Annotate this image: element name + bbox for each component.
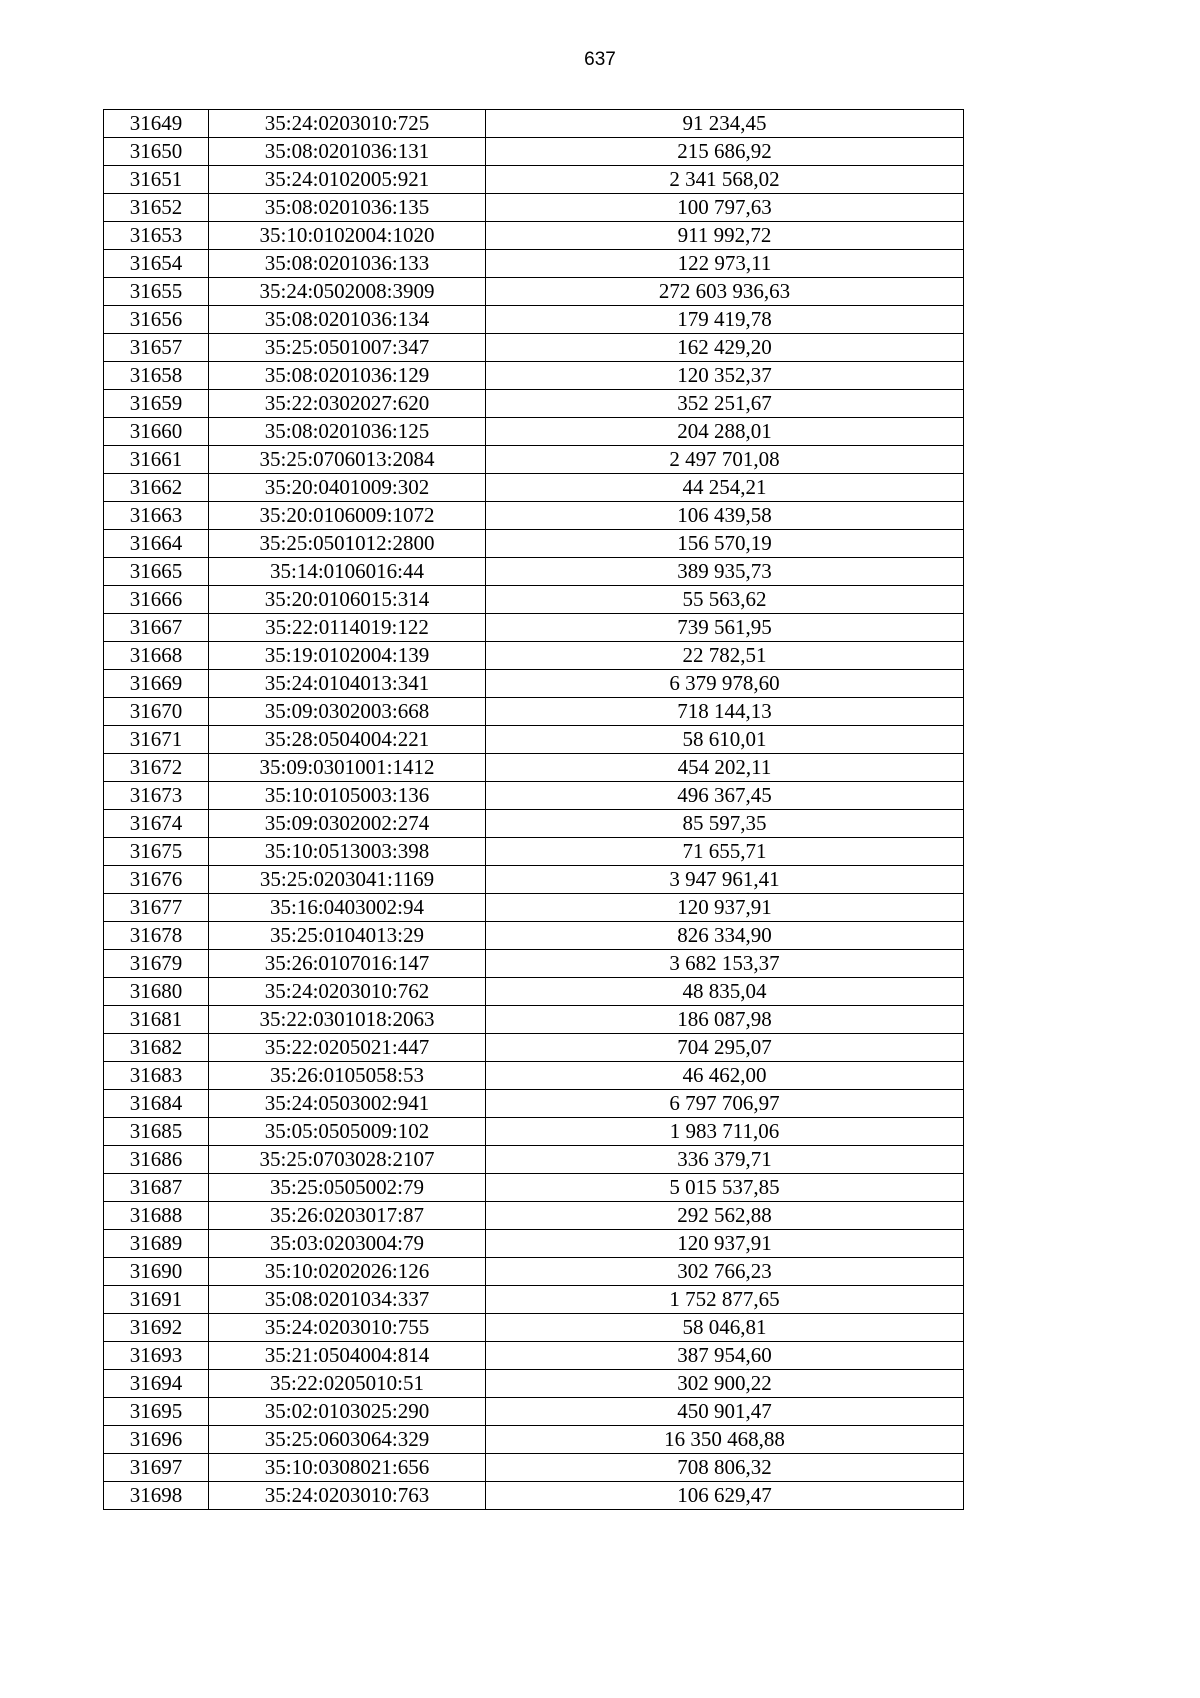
cadastral-value-cell: 911 992,72 <box>486 222 964 250</box>
cadastral-number-cell: 35:08:0201036:129 <box>209 362 486 390</box>
row-number-cell: 31668 <box>104 642 209 670</box>
row-number-cell: 31693 <box>104 1342 209 1370</box>
cadastral-number-cell: 35:25:0703028:2107 <box>209 1146 486 1174</box>
cadastral-number-cell: 35:22:0205021:447 <box>209 1034 486 1062</box>
table-row <box>104 530 964 558</box>
cadastral-value-cell: 387 954,60 <box>486 1342 964 1370</box>
row-number-cell: 31657 <box>104 334 209 362</box>
cadastral-number-cell: 35:24:0104013:341 <box>209 670 486 698</box>
cadastral-number-cell: 35:16:0403002:94 <box>209 894 486 922</box>
table-row <box>104 250 964 278</box>
cadastral-value-cell: 215 686,92 <box>486 138 964 166</box>
cadastral-number-cell: 35:08:0201036:125 <box>209 418 486 446</box>
row-number-cell: 31656 <box>104 306 209 334</box>
table-row <box>104 642 964 670</box>
row-number-cell: 31650 <box>104 138 209 166</box>
row-number-cell: 31672 <box>104 754 209 782</box>
table-row <box>104 362 964 390</box>
row-number-cell: 31653 <box>104 222 209 250</box>
table-row <box>104 418 964 446</box>
cadastral-value-cell: 71 655,71 <box>486 838 964 866</box>
cadastral-number-cell: 35:24:0102005:921 <box>209 166 486 194</box>
cadastral-number-cell: 35:25:0505002:79 <box>209 1174 486 1202</box>
cadastral-value-cell: 85 597,35 <box>486 810 964 838</box>
cadastral-number-cell: 35:09:0302002:274 <box>209 810 486 838</box>
row-number-cell: 31676 <box>104 866 209 894</box>
row-number-cell: 31654 <box>104 250 209 278</box>
cadastral-value-cell: 5 015 537,85 <box>486 1174 964 1202</box>
cadastral-value-cell: 91 234,45 <box>486 110 964 138</box>
cadastral-number-cell: 35:08:0201036:131 <box>209 138 486 166</box>
row-number-cell: 31689 <box>104 1230 209 1258</box>
cadastral-number-cell: 35:09:0302003:668 <box>209 698 486 726</box>
cadastral-number-cell: 35:10:0513003:398 <box>209 838 486 866</box>
cadastral-value-cell: 708 806,32 <box>486 1454 964 1482</box>
cadastral-number-cell: 35:24:0503002:941 <box>209 1090 486 1118</box>
cadastral-value-cell: 179 419,78 <box>486 306 964 334</box>
table-row <box>104 1202 964 1230</box>
cadastral-number-cell: 35:08:0201034:337 <box>209 1286 486 1314</box>
table-row <box>104 614 964 642</box>
table-row <box>104 558 964 586</box>
table-row <box>104 1090 964 1118</box>
cadastral-value-cell: 704 295,07 <box>486 1034 964 1062</box>
table-row <box>104 726 964 754</box>
table-row <box>104 1006 964 1034</box>
row-number-cell: 31671 <box>104 726 209 754</box>
cadastral-number-cell: 35:22:0114019:122 <box>209 614 486 642</box>
cadastral-number-cell: 35:26:0203017:87 <box>209 1202 486 1230</box>
table-row <box>104 1454 964 1482</box>
row-number-cell: 31660 <box>104 418 209 446</box>
cadastral-value-cell: 302 766,23 <box>486 1258 964 1286</box>
cadastral-number-cell: 35:25:0501012:2800 <box>209 530 486 558</box>
cadastral-number-cell: 35:24:0203010:763 <box>209 1482 486 1510</box>
row-number-cell: 31655 <box>104 278 209 306</box>
cadastral-number-cell: 35:22:0301018:2063 <box>209 1006 486 1034</box>
cadastral-number-cell: 35:25:0501007:347 <box>209 334 486 362</box>
table-row <box>104 1062 964 1090</box>
cadastral-value-cell: 739 561,95 <box>486 614 964 642</box>
cadastral-value-cell: 3 682 153,37 <box>486 950 964 978</box>
cadastral-number-cell: 35:22:0302027:620 <box>209 390 486 418</box>
table-row <box>104 390 964 418</box>
row-number-cell: 31695 <box>104 1398 209 1426</box>
table-row <box>104 334 964 362</box>
row-number-cell: 31664 <box>104 530 209 558</box>
cadastral-number-cell: 35:26:0105058:53 <box>209 1062 486 1090</box>
table-row <box>104 306 964 334</box>
table-row <box>104 670 964 698</box>
row-number-cell: 31679 <box>104 950 209 978</box>
cadastral-value-cell: 120 937,91 <box>486 1230 964 1258</box>
cadastral-value-cell: 302 900,22 <box>486 1370 964 1398</box>
cadastral-value-cell: 6 379 978,60 <box>486 670 964 698</box>
cadastral-number-cell: 35:19:0102004:139 <box>209 642 486 670</box>
cadastral-value-cell: 389 935,73 <box>486 558 964 586</box>
cadastral-value-cell: 120 352,37 <box>486 362 964 390</box>
table-row <box>104 950 964 978</box>
cadastral-number-cell: 35:22:0205010:51 <box>209 1370 486 1398</box>
cadastral-value-cell: 718 144,13 <box>486 698 964 726</box>
table-row <box>104 978 964 1006</box>
cadastral-value-cell: 2 341 568,02 <box>486 166 964 194</box>
cadastral-number-cell: 35:02:0103025:290 <box>209 1398 486 1426</box>
cadastral-value-cell: 100 797,63 <box>486 194 964 222</box>
cadastral-number-cell: 35:21:0504004:814 <box>209 1342 486 1370</box>
cadastral-number-cell: 35:20:0106015:314 <box>209 586 486 614</box>
row-number-cell: 31663 <box>104 502 209 530</box>
row-number-cell: 31680 <box>104 978 209 1006</box>
cadastral-number-cell: 35:03:0203004:79 <box>209 1230 486 1258</box>
table-row <box>104 278 964 306</box>
row-number-cell: 31666 <box>104 586 209 614</box>
cadastral-number-cell: 35:25:0104013:29 <box>209 922 486 950</box>
cadastral-number-cell: 35:24:0203010:755 <box>209 1314 486 1342</box>
cadastral-value-cell: 48 835,04 <box>486 978 964 1006</box>
cadastral-number-cell: 35:14:0106016:44 <box>209 558 486 586</box>
cadastral-number-cell: 35:05:0505009:102 <box>209 1118 486 1146</box>
cadastral-number-cell: 35:10:0102004:1020 <box>209 222 486 250</box>
table-row <box>104 1146 964 1174</box>
cadastral-value-cell: 58 610,01 <box>486 726 964 754</box>
cadastral-value-cell: 186 087,98 <box>486 1006 964 1034</box>
table-row <box>104 474 964 502</box>
page-number: 637 <box>584 49 616 70</box>
cadastral-value-cell: 1 983 711,06 <box>486 1118 964 1146</box>
cadastral-number-cell: 35:24:0502008:3909 <box>209 278 486 306</box>
table-row <box>104 110 964 138</box>
row-number-cell: 31697 <box>104 1454 209 1482</box>
cadastral-number-cell: 35:25:0603064:329 <box>209 1426 486 1454</box>
cadastral-value-cell: 292 562,88 <box>486 1202 964 1230</box>
row-number-cell: 31649 <box>104 110 209 138</box>
cadastral-value-cell: 826 334,90 <box>486 922 964 950</box>
row-number-cell: 31678 <box>104 922 209 950</box>
cadastral-value-cell: 6 797 706,97 <box>486 1090 964 1118</box>
cadastral-number-cell: 35:24:0203010:725 <box>209 110 486 138</box>
row-number-cell: 31669 <box>104 670 209 698</box>
table-row <box>104 1370 964 1398</box>
table-row <box>104 1258 964 1286</box>
table-row <box>104 502 964 530</box>
row-number-cell: 31661 <box>104 446 209 474</box>
cadastral-value-cell: 120 937,91 <box>486 894 964 922</box>
row-number-cell: 31682 <box>104 1034 209 1062</box>
table-row <box>104 166 964 194</box>
table-row <box>104 698 964 726</box>
table-row <box>104 194 964 222</box>
cadastral-value-cell: 122 973,11 <box>486 250 964 278</box>
cadastral-number-cell: 35:25:0203041:1169 <box>209 866 486 894</box>
table-row <box>104 1398 964 1426</box>
table-row <box>104 838 964 866</box>
cadastral-value-cell: 336 379,71 <box>486 1146 964 1174</box>
table-body <box>104 110 964 1510</box>
row-number-cell: 31675 <box>104 838 209 866</box>
row-number-cell: 31694 <box>104 1370 209 1398</box>
table-row <box>104 1342 964 1370</box>
cadastral-number-cell: 35:10:0105003:136 <box>209 782 486 810</box>
row-number-cell: 31667 <box>104 614 209 642</box>
table-row <box>104 810 964 838</box>
table-row <box>104 138 964 166</box>
cadastral-number-cell: 35:20:0401009:302 <box>209 474 486 502</box>
table-row <box>104 922 964 950</box>
cadastral-number-cell: 35:25:0706013:2084 <box>209 446 486 474</box>
row-number-cell: 31659 <box>104 390 209 418</box>
cadastral-value-cell: 44 254,21 <box>486 474 964 502</box>
cadastral-value-cell: 16 350 468,88 <box>486 1426 964 1454</box>
cadastral-number-cell: 35:08:0201036:133 <box>209 250 486 278</box>
table-row <box>104 754 964 782</box>
row-number-cell: 31681 <box>104 1006 209 1034</box>
row-number-cell: 31684 <box>104 1090 209 1118</box>
cadastral-number-cell: 35:08:0201036:134 <box>209 306 486 334</box>
table-row <box>104 782 964 810</box>
table-row <box>104 894 964 922</box>
cadastral-value-cell: 3 947 961,41 <box>486 866 964 894</box>
row-number-cell: 31652 <box>104 194 209 222</box>
cadastral-value-cell: 106 629,47 <box>486 1482 964 1510</box>
cadastral-value-cell: 162 429,20 <box>486 334 964 362</box>
cadastral-number-cell: 35:26:0107016:147 <box>209 950 486 978</box>
table-row <box>104 446 964 474</box>
row-number-cell: 31651 <box>104 166 209 194</box>
row-number-cell: 31698 <box>104 1482 209 1510</box>
cadastral-number-cell: 35:24:0203010:762 <box>209 978 486 1006</box>
row-number-cell: 31685 <box>104 1118 209 1146</box>
cadastral-value-cell: 204 288,01 <box>486 418 964 446</box>
row-number-cell: 31665 <box>104 558 209 586</box>
row-number-cell: 31692 <box>104 1314 209 1342</box>
table-row <box>104 1426 964 1454</box>
cadastral-number-cell: 35:28:0504004:221 <box>209 726 486 754</box>
cadastral-value-cell: 106 439,58 <box>486 502 964 530</box>
row-number-cell: 31696 <box>104 1426 209 1454</box>
cadastral-value-cell: 156 570,19 <box>486 530 964 558</box>
cadastral-value-cell: 1 752 877,65 <box>486 1286 964 1314</box>
row-number-cell: 31691 <box>104 1286 209 1314</box>
cadastral-value-cell: 450 901,47 <box>486 1398 964 1426</box>
cadastral-value-table <box>103 109 964 1510</box>
cadastral-number-cell: 35:10:0202026:126 <box>209 1258 486 1286</box>
table-row <box>104 1286 964 1314</box>
table-row <box>104 1118 964 1146</box>
row-number-cell: 31683 <box>104 1062 209 1090</box>
cadastral-number-cell: 35:10:0308021:656 <box>209 1454 486 1482</box>
row-number-cell: 31686 <box>104 1146 209 1174</box>
row-number-cell: 31673 <box>104 782 209 810</box>
table-row <box>104 1174 964 1202</box>
table-row <box>104 222 964 250</box>
row-number-cell: 31690 <box>104 1258 209 1286</box>
table-row <box>104 1314 964 1342</box>
table-row <box>104 1482 964 1510</box>
row-number-cell: 31688 <box>104 1202 209 1230</box>
row-number-cell: 31658 <box>104 362 209 390</box>
row-number-cell: 31687 <box>104 1174 209 1202</box>
table-row <box>104 1230 964 1258</box>
table-row <box>104 866 964 894</box>
row-number-cell: 31677 <box>104 894 209 922</box>
cadastral-value-cell: 46 462,00 <box>486 1062 964 1090</box>
cadastral-value-cell: 496 367,45 <box>486 782 964 810</box>
row-number-cell: 31670 <box>104 698 209 726</box>
cadastral-value-cell: 272 603 936,63 <box>486 278 964 306</box>
cadastral-value-cell: 2 497 701,08 <box>486 446 964 474</box>
cadastral-value-cell: 58 046,81 <box>486 1314 964 1342</box>
row-number-cell: 31662 <box>104 474 209 502</box>
cadastral-value-cell: 55 563,62 <box>486 586 964 614</box>
cadastral-value-cell: 22 782,51 <box>486 642 964 670</box>
row-number-cell: 31674 <box>104 810 209 838</box>
cadastral-value-cell: 454 202,11 <box>486 754 964 782</box>
cadastral-number-cell: 35:09:0301001:1412 <box>209 754 486 782</box>
cadastral-number-cell: 35:20:0106009:1072 <box>209 502 486 530</box>
table-row <box>104 586 964 614</box>
table-row <box>104 1034 964 1062</box>
cadastral-value-cell: 352 251,67 <box>486 390 964 418</box>
cadastral-number-cell: 35:08:0201036:135 <box>209 194 486 222</box>
